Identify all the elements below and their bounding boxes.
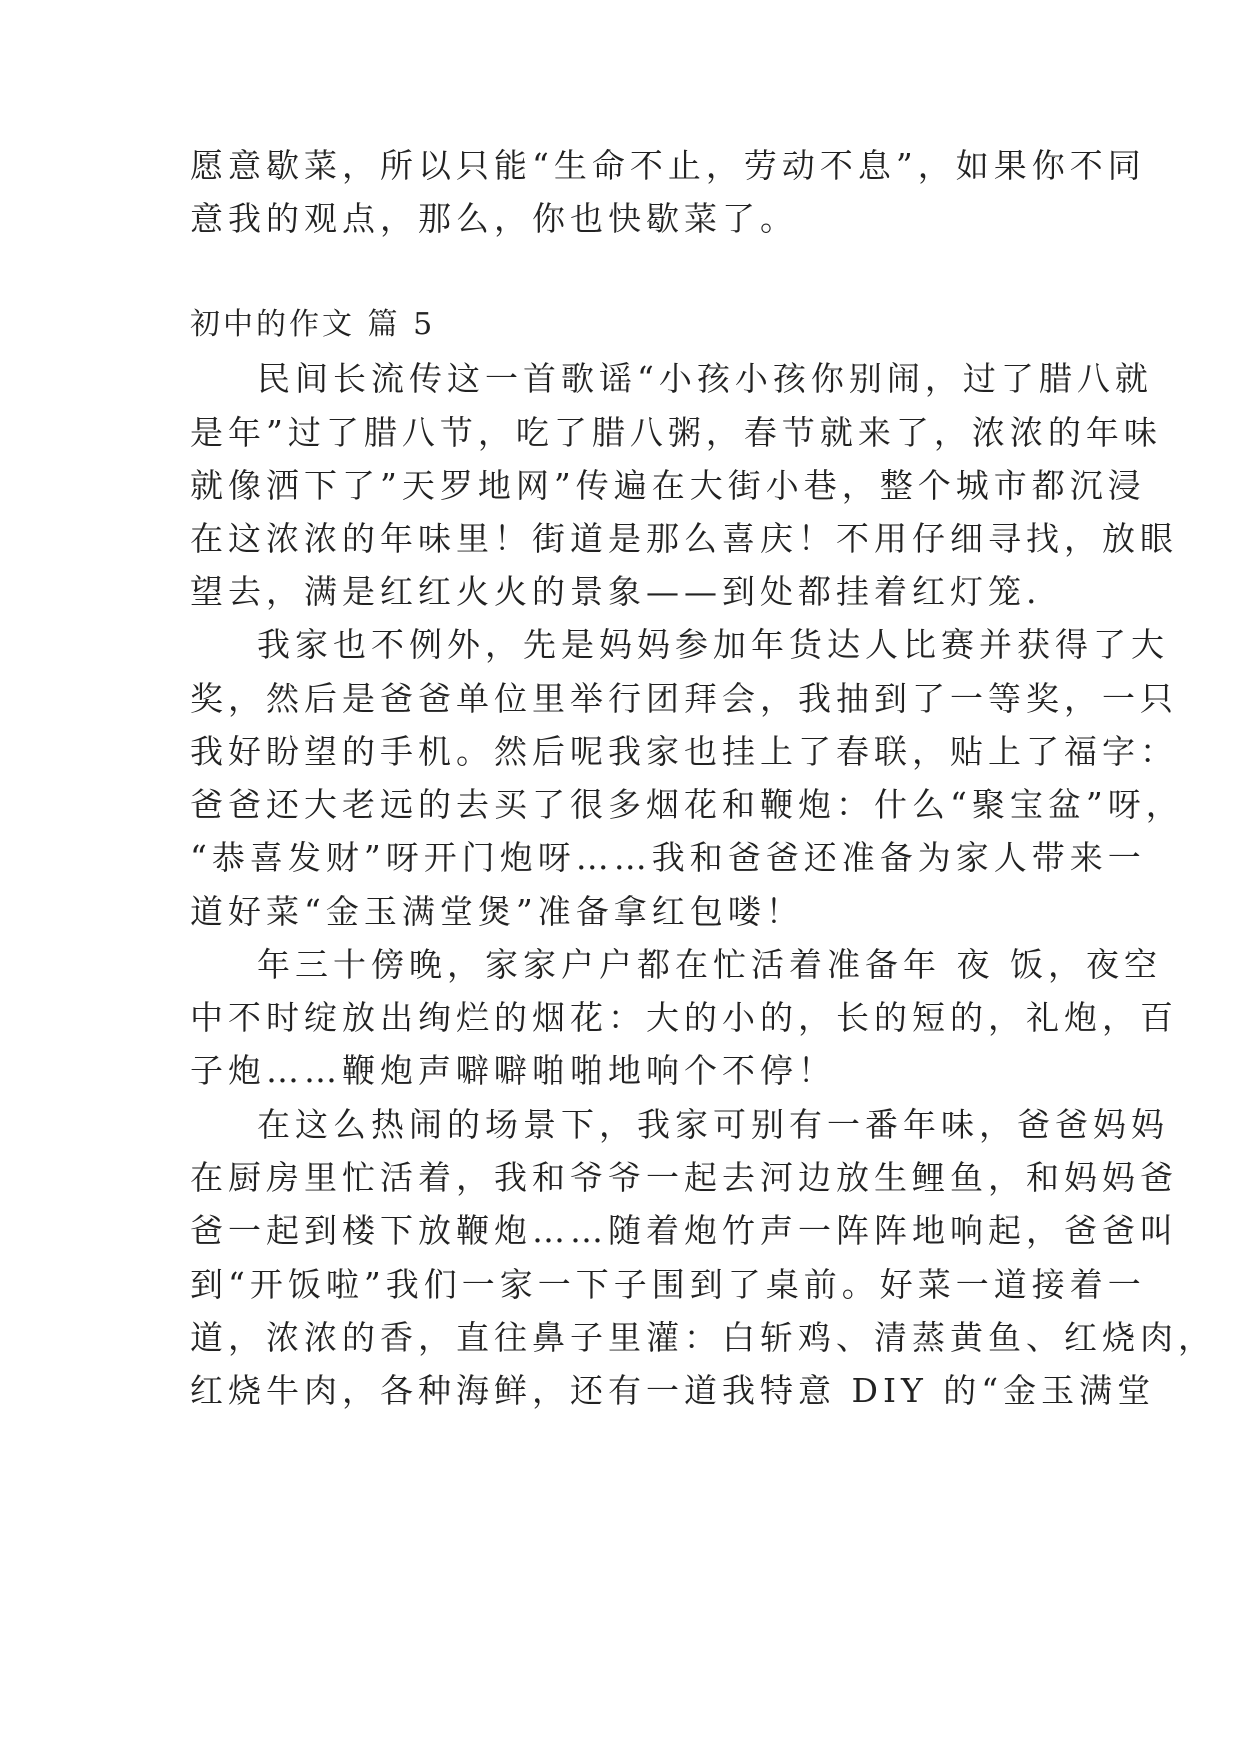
text-line: 年三十傍晚，家家户户都在忙活着准备年 夜 饭，夜空 <box>257 945 1162 984</box>
text-line: 在这么热闹的场景下，我家可别有一番年味，爸爸妈妈 <box>257 1105 1169 1144</box>
text-line: 道，浓浓的香，直往鼻子里灌：白斩鸡、清蒸黄鱼、红烧肉， <box>190 1318 1216 1357</box>
text-line: 就像洒下了”天罗地网”传遍在大街小巷，整个城市都沉浸 <box>190 466 1146 505</box>
text-line: 意我的观点，那么，你也快歇菜了。 <box>190 199 798 238</box>
text-line: 望去，满是红红火火的景象——到处都挂着红灯笼. <box>190 572 1042 611</box>
text-line: 在厨房里忙活着，我和爷爷一起去河边放生鲤鱼，和妈妈爸 <box>190 1158 1178 1197</box>
text-line: 爸爸还大老远的去买了很多烟花和鞭炮：什么“聚宝盆”呀， <box>190 785 1184 824</box>
text-line: “恭喜发财”呀开门炮呀……我和爸爸还准备为家人带来一 <box>190 838 1146 877</box>
text-line: 我家也不例外，先是妈妈参加年货达人比赛并获得了大 <box>257 625 1169 664</box>
text-line: 是年”过了腊八节，吃了腊八粥，春节就来了，浓浓的年味 <box>190 413 1162 452</box>
text-line: 道好菜“金玉满堂煲”准备拿红包喽！ <box>190 892 804 931</box>
text-line: 民间长流传这一首歌谣“小孩小孩你别闹，过了腊八就 <box>257 359 1153 398</box>
text-line: 我好盼望的手机。然后呢我家也挂上了春联，贴上了福字： <box>190 732 1178 771</box>
text-line: 奖，然后是爸爸单位里举行团拜会，我抽到了一等奖，一只 <box>190 679 1178 718</box>
text-line: 在这浓浓的年味里！街道是那么喜庆！不用仔细寻找，放眼 <box>190 519 1178 558</box>
section-heading: 初中的作文 篇 5 <box>190 307 436 342</box>
text-line: 子炮……鞭炮声噼噼啪啪地响个不停！ <box>190 1051 836 1090</box>
text-line: 爸一起到楼下放鞭炮……随着炮竹声一阵阵地响起，爸爸叫 <box>190 1211 1178 1250</box>
text-line: 到“开饭啦”我们一家一下子围到了桌前。好菜一道接着一 <box>190 1265 1146 1304</box>
text-line: 愿意歇菜，所以只能“生命不止，劳动不息”，如果你不同 <box>190 146 1146 185</box>
text-line: 中不时绽放出绚烂的烟花：大的小的，长的短的，礼炮，百 <box>190 998 1178 1037</box>
text-line: 红烧牛肉，各种海鲜，还有一道我特意 DIY 的“金玉满堂 <box>190 1371 1156 1410</box>
